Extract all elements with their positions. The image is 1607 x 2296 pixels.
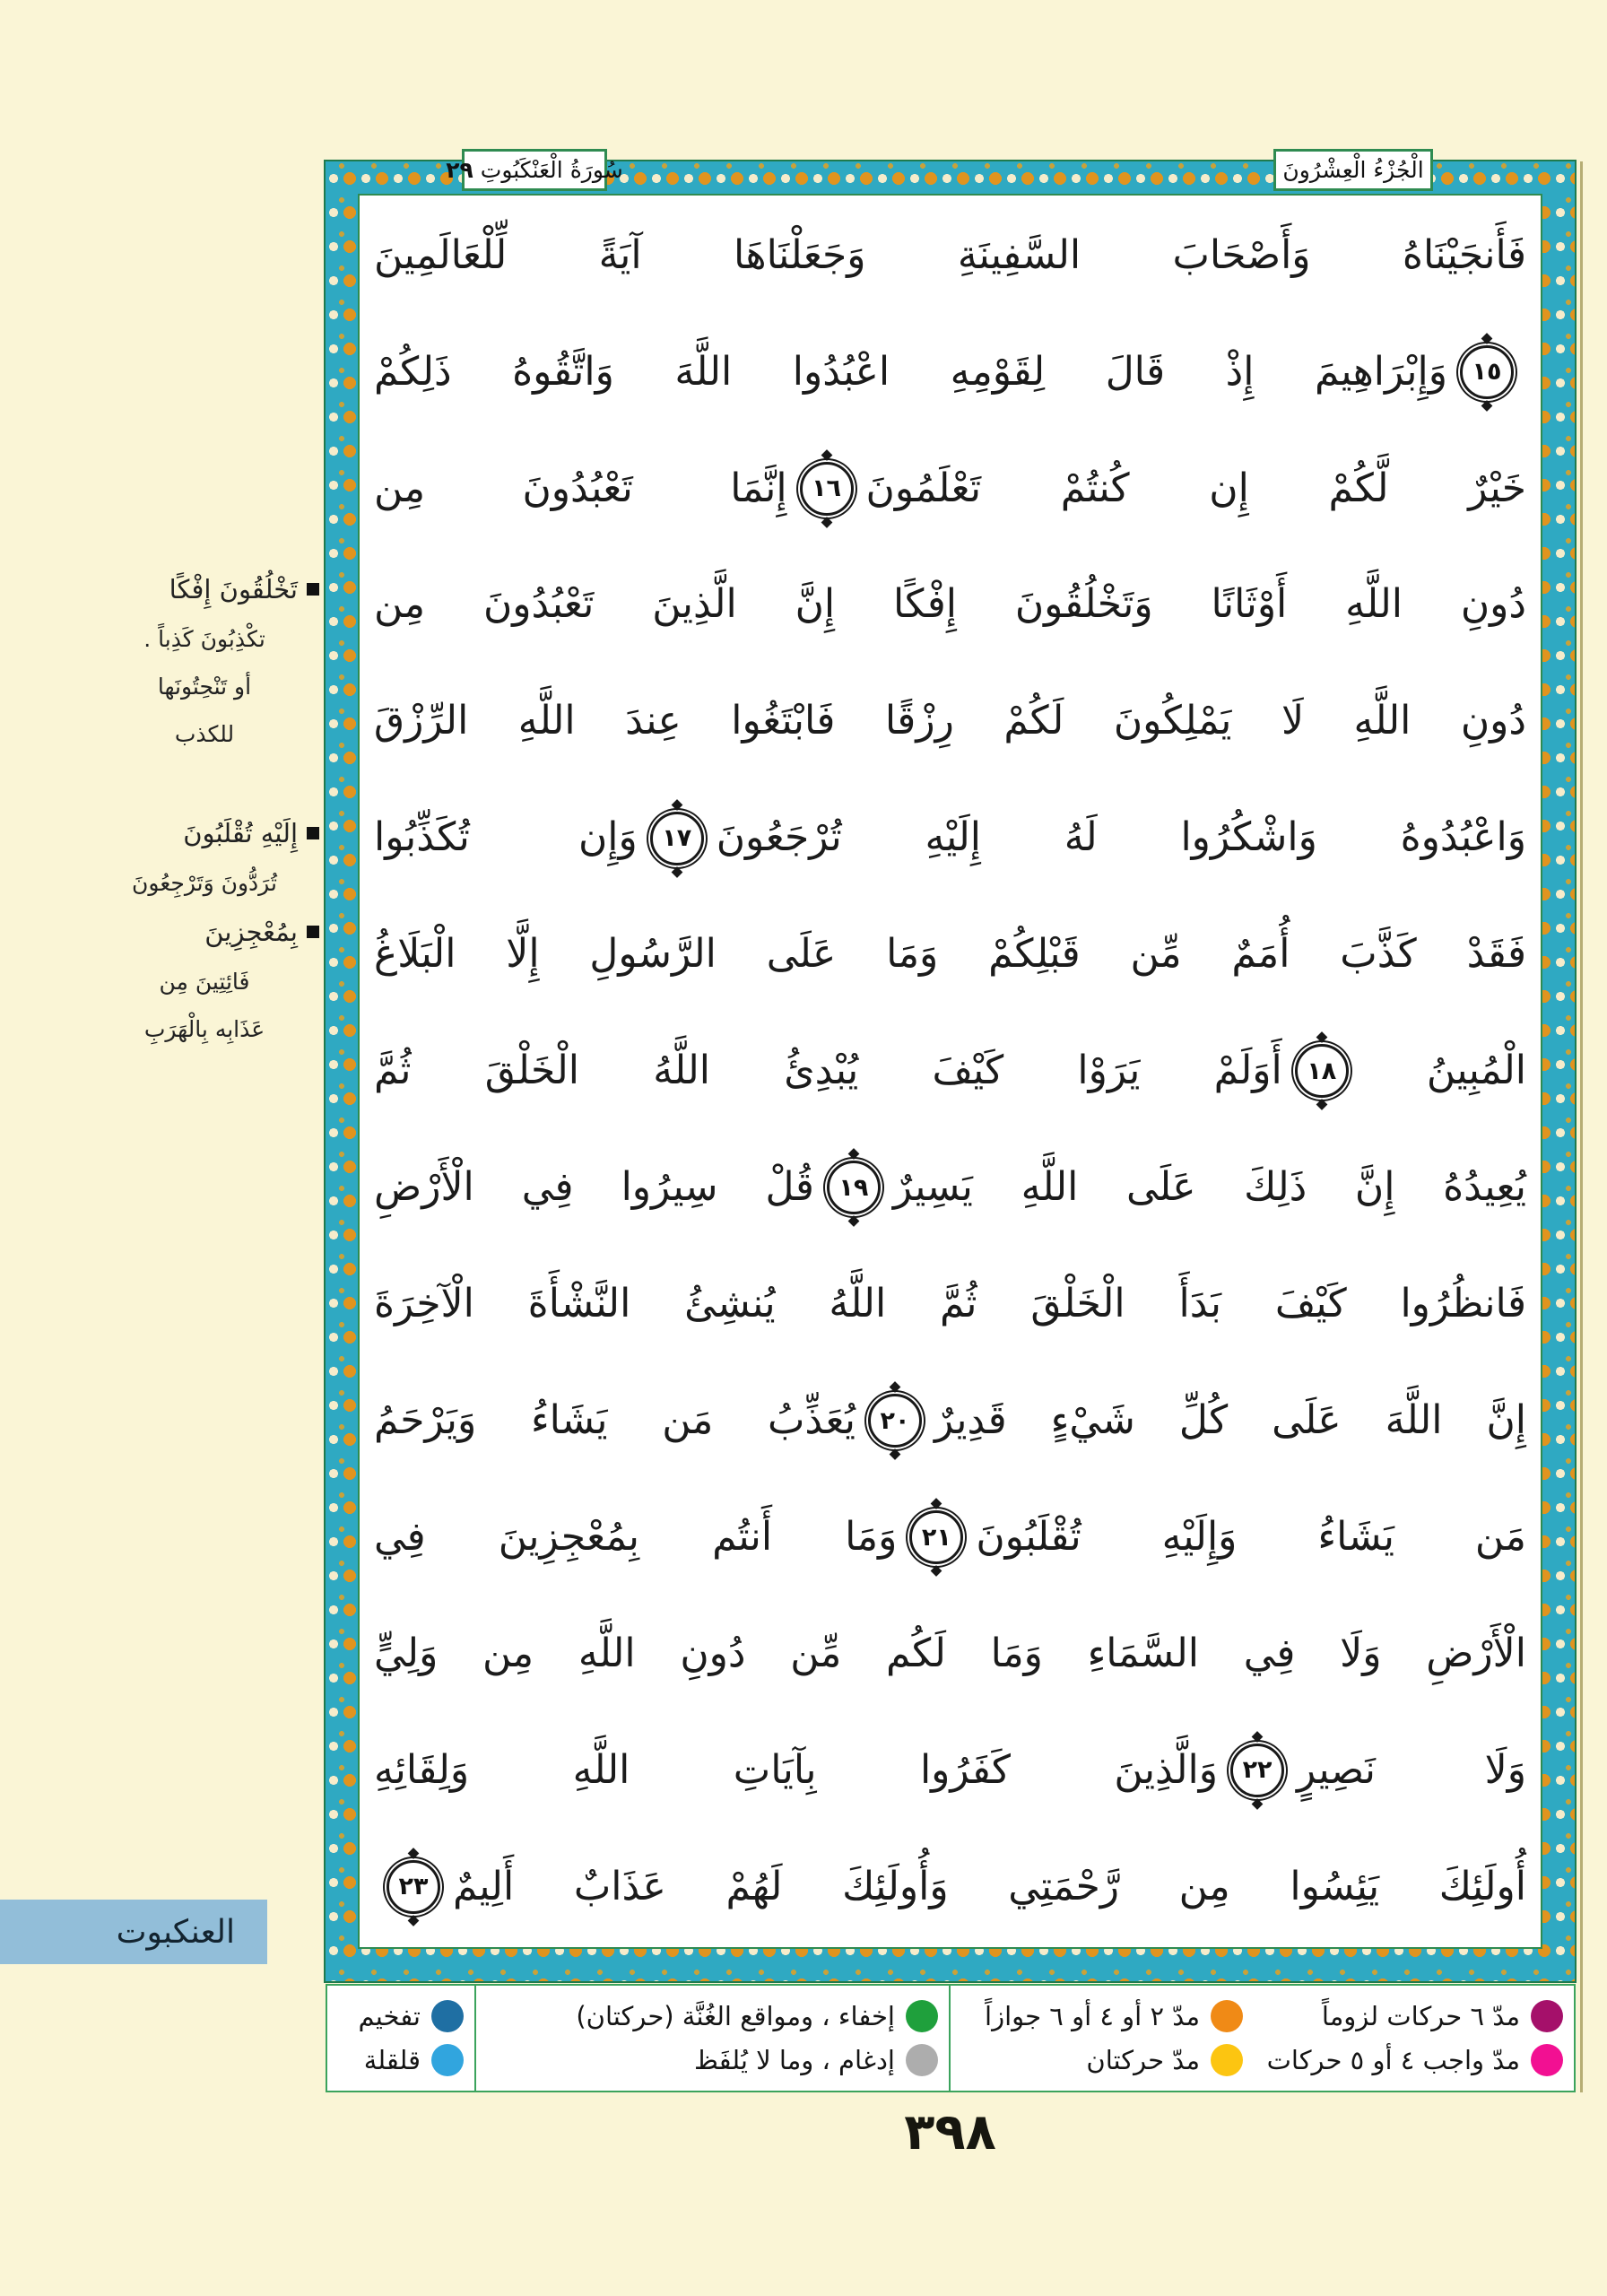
legend-label: إخفاء ، ومواقع الغُنَّة (حركتان) — [576, 2001, 895, 2032]
margin-note-gloss: تكْذِبُونَ كَذِباً . — [143, 626, 265, 652]
margin-note-gloss: للكذب — [174, 721, 235, 747]
margin-note-gloss: أو تَنْحِتُونَها — [157, 674, 252, 700]
quran-line — [374, 201, 1526, 310]
ayah-end-marker: ٢٣ — [387, 1860, 440, 1914]
quran-line — [374, 1366, 1526, 1475]
quran-line — [374, 784, 1526, 893]
ayah-end-marker: ١٥ — [1460, 345, 1514, 399]
juz-title-label: الْجُزْءُ الْعِشْرُونَ — [1282, 157, 1424, 183]
ayah-end-marker: ١٦ — [800, 462, 854, 516]
quran-line — [374, 667, 1526, 777]
margin-note — [90, 563, 319, 758]
tajweed-color-dot — [906, 2000, 938, 2032]
legend-label: مدّ حركتان — [1086, 2044, 1200, 2075]
note-bullet-icon — [307, 827, 319, 839]
legend-item — [331, 2044, 464, 2076]
surah-title-label: سُورَةُ الْعَنْكَبُوتِ — [480, 157, 623, 183]
quran-text-segment: وَاعْبُدُوهُ وَاشْكُرُوا لَهُ إِلَيْهِ تُرْجَعُونَ — [716, 814, 1526, 861]
mushaf-frame-border — [324, 160, 1577, 1983]
margin-note-headword-row — [90, 563, 319, 615]
note-bullet-icon — [307, 926, 319, 938]
legend-label: إدغام ، وما لا يُلفَظ — [694, 2044, 895, 2075]
margin-note-headword-row — [90, 807, 319, 859]
quran-text-segment: فَانظُرُوا كَيْفَ بَدَأَ الْخَلْقَ ثُمَّ اللَّهُ يُنشِئُ النَّشْأَةَ الْآخِرَةَ — [374, 1281, 1526, 1326]
legend-item — [1257, 2044, 1563, 2076]
quran-text-segment: مَن يَشَاءُ وَإِلَيْهِ تُقْلَبُونَ — [976, 1513, 1526, 1560]
margin-notes — [90, 563, 319, 1101]
legend-label: مدّ ٦ حركات لزوماً — [1321, 2001, 1520, 2032]
quran-text-segment: وَإِن تُكَذِّبُوا — [374, 814, 638, 861]
surah-title-cartouche — [446, 149, 623, 191]
quran-text-segment: خَيْرٌ لَّكُمْ إِن كُنتُمْ تَعْلَمُونَ — [865, 465, 1526, 511]
quran-line — [374, 1716, 1526, 1825]
quran-line — [374, 1249, 1526, 1359]
legend-column — [474, 1986, 951, 2091]
margin-note — [90, 906, 319, 1053]
juz-title-cartouche — [1273, 149, 1433, 191]
quran-line — [374, 1016, 1526, 1126]
quran-text-segment: وَمَا أَنتُم بِمُعْجِزِينَ فِي — [374, 1513, 898, 1560]
quran-line — [374, 1832, 1526, 1942]
quran-text-segment: أَوَلَمْ يَرَوْا كَيْفَ يُبْدِئُ اللَّهُ الْخَلْقَ ثُمَّ — [374, 1048, 1282, 1094]
ayah-end-marker: ١٧ — [650, 812, 704, 865]
legend-item — [1257, 2000, 1563, 2032]
quran-text-segment: إِنَّمَا تَعْبُدُونَ مِن — [374, 465, 787, 511]
legend-item — [331, 2000, 464, 2032]
tajweed-color-dot — [906, 2044, 938, 2076]
mushaf-text-panel — [358, 194, 1542, 1949]
quran-text-segment: يُعِيدُهُ إِنَّ ذَلِكَ عَلَى اللَّهِ يَسِيرٌ — [892, 1164, 1526, 1211]
quran-text-segment: وَالَّذِينَ كَفَرُوا بِآيَاتِ اللَّهِ وَلِقَائِهِ — [374, 1746, 1219, 1793]
margin-note-headword-row — [90, 906, 319, 958]
quran-text-segment: أُولَئِكَ يَئِسُوا مِن رَّحْمَتِي وَأُولَئِكَ لَهُمْ عَذَابٌ أَلِيمٌ — [453, 1863, 1526, 1909]
quran-line — [374, 1599, 1526, 1709]
ayah-end-marker: ١٨ — [1295, 1044, 1349, 1098]
legend-column — [951, 1986, 1254, 2091]
quran-text-segment: فَقَدْ كَذَّبَ أُمَمٌ مِّن قَبْلِكُمْ وَمَا عَلَى الرَّسُولِ إِلَّا الْبَلَاغُ — [374, 931, 1526, 978]
surah-tab-label: العنكبوت — [116, 1913, 235, 1951]
tajweed-legend — [326, 1984, 1576, 2092]
legend-label: مدّ واجب ٤ أو ٥ حركات — [1266, 2044, 1520, 2075]
ayah-end-marker: ٢٠ — [868, 1394, 922, 1448]
quran-text-segment: وَلَا نَصِيرٍ — [1297, 1746, 1526, 1793]
quran-text-segment: الْأَرْضِ وَلَا فِي السَّمَاءِ وَمَا لَكُم مِّن دُونِ اللَّهِ مِن وَلِيٍّ — [374, 1630, 1526, 1676]
quran-text-segment: دُونِ اللَّهِ أَوْثَانًا وَتَخْلُقُونَ إِفْكًا إِنَّ الَّذِينَ تَعْبُدُونَ مِن — [374, 581, 1526, 628]
legend-label: قلقلة — [363, 2044, 421, 2075]
legend-item — [480, 2000, 938, 2032]
ayah-end-marker: ١٩ — [827, 1161, 881, 1214]
note-bullet-icon — [307, 583, 319, 596]
quran-line — [374, 551, 1526, 660]
quran-line — [374, 1483, 1526, 1592]
margin-note-gloss: تُرَدُّونَ وَتَرْجِعُونَ — [132, 870, 277, 896]
legend-item — [954, 2044, 1243, 2076]
tajweed-color-dot — [1211, 2044, 1243, 2076]
legend-item — [480, 2044, 938, 2076]
quran-text-segment: وَإِبْرَاهِيمَ إِذْ قَالَ لِقَوْمِهِ اعْبُدُوا اللَّهَ وَاتَّقُوهُ ذَلِكُمْ — [374, 348, 1447, 395]
quran-text-segment: إِنَّ اللَّهَ عَلَى كُلِّ شَيْءٍ قَدِيرٌ — [934, 1396, 1526, 1443]
tajweed-color-dot — [1531, 2044, 1563, 2076]
quran-text-segment: فَأَنجَيْنَاهُ وَأَصْحَابَ السَّفِينَةِ وَجَعَلْنَاهَا آيَةً لِّلْعَالَمِينَ — [374, 231, 1526, 278]
quran-line — [374, 900, 1526, 1010]
quran-text-segment: دُونِ اللَّهِ لَا يَمْلِكُونَ لَكُمْ رِزْقًا فَابْتَغُوا عِندَ اللَّهِ الرِّزْقَ — [374, 698, 1526, 744]
margin-note-gloss: عَذَابِه بِالْهَرَبِ — [143, 1016, 265, 1042]
quran-line — [374, 1133, 1526, 1242]
legend-label: تفخيم — [358, 2001, 421, 2032]
tajweed-color-dot — [431, 2000, 464, 2032]
quran-line — [374, 434, 1526, 544]
surah-number: ٢٩ — [446, 157, 473, 183]
margin-note-headword: إِلَيْهِ تُقْلَبُونَ — [183, 818, 298, 848]
quran-line — [374, 317, 1526, 427]
quran-lines — [374, 201, 1526, 1942]
page-edge-rule — [1580, 161, 1583, 2092]
margin-note-gloss: فَائِتِينَ مِن — [159, 969, 250, 995]
tajweed-color-dot — [1531, 2000, 1563, 2032]
margin-note-headword: بِمُعْجِزِينَ — [204, 917, 298, 947]
surah-index-tab — [0, 1900, 267, 1964]
tajweed-color-dot — [431, 2044, 464, 2076]
ayah-end-marker: ٢١ — [909, 1510, 963, 1564]
ayah-end-marker: ٢٢ — [1230, 1744, 1284, 1797]
quran-text-segment: قُلْ سِيرُوا فِي الْأَرْضِ — [374, 1164, 814, 1211]
tajweed-color-dot — [1211, 2000, 1243, 2032]
quran-text-segment: الْمُبِينُ — [1426, 1048, 1526, 1094]
margin-note — [90, 807, 319, 907]
page-number: ٣٩٨ — [904, 2103, 996, 2161]
legend-item — [954, 2000, 1243, 2032]
legend-column — [1254, 1986, 1574, 2091]
legend-column — [327, 1986, 474, 2091]
legend-label: مدّ ٢ أو ٤ أو ٦ جوازاً — [985, 2001, 1200, 2032]
quran-text-segment: يُعَذِّبُ مَن يَشَاءُ وَيَرْحَمُ — [374, 1396, 856, 1443]
margin-note-headword: تَخْلُقُونَ إِفْكًا — [169, 574, 298, 604]
